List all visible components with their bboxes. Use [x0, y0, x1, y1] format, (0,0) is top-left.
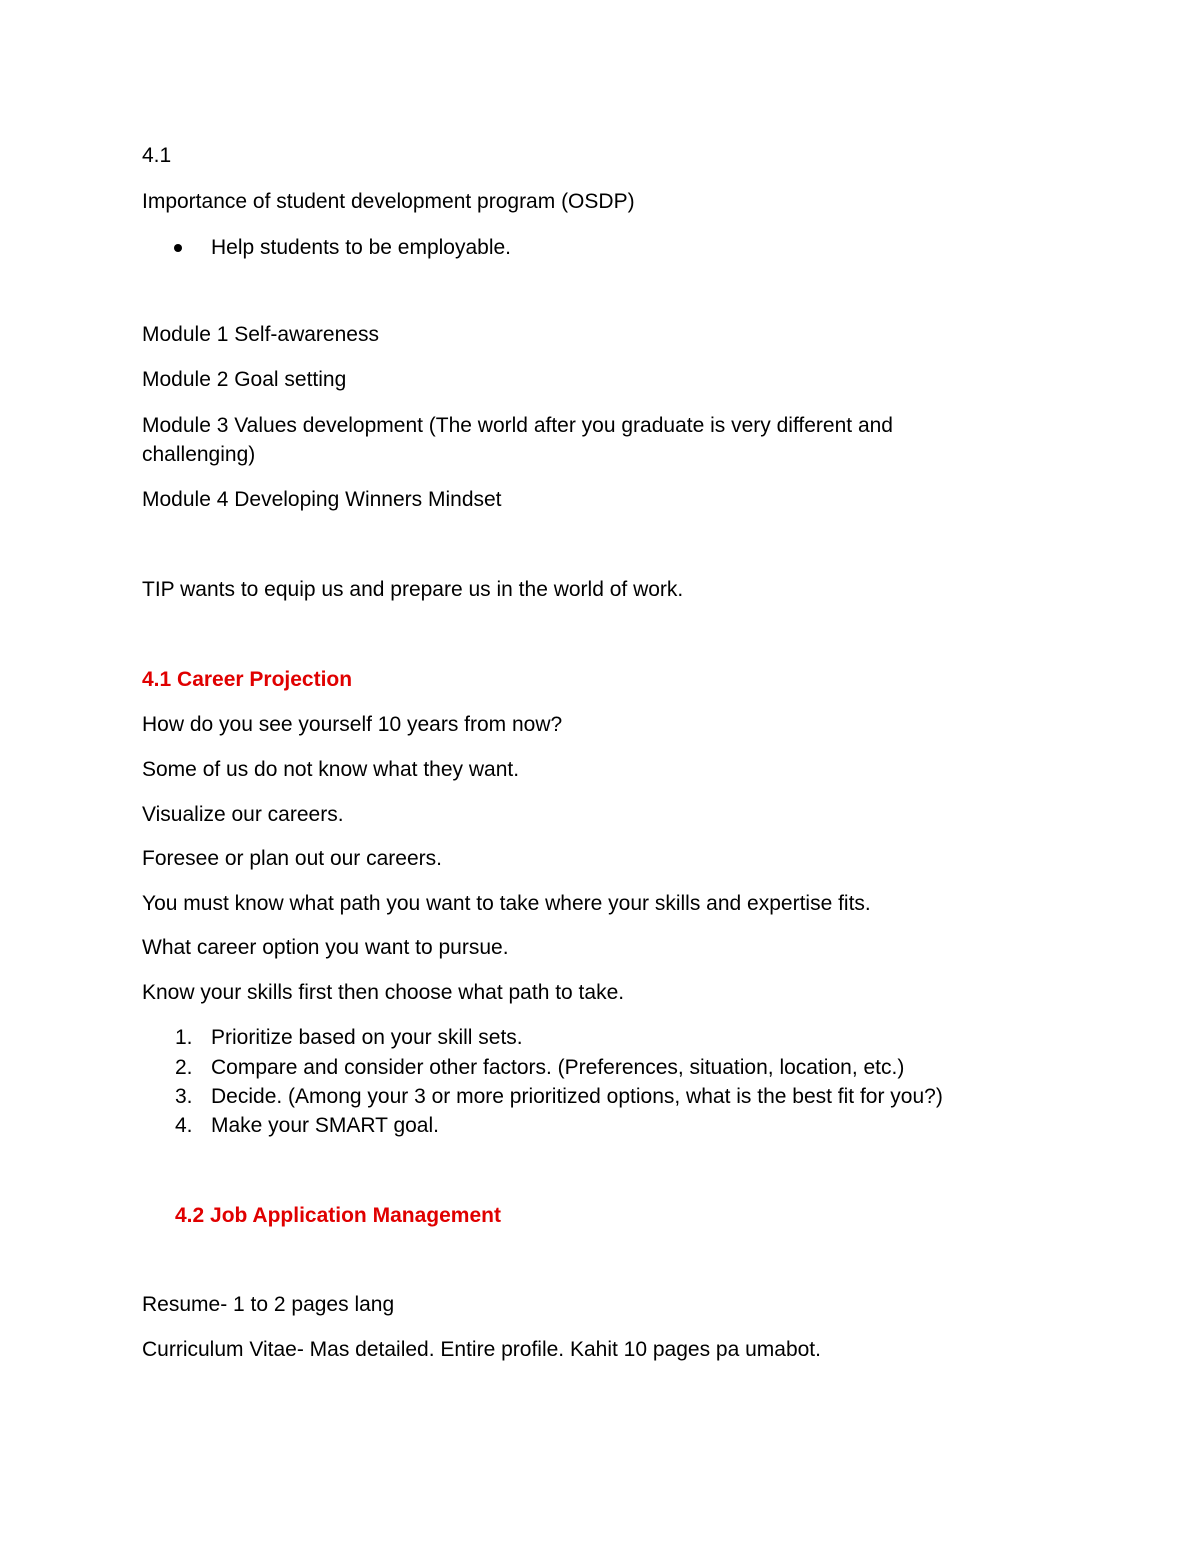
career-line: How do you see yourself 10 years from now?: [142, 713, 563, 736]
career-line: Know your skills first then choose what path to take.: [142, 981, 625, 1004]
list-text: Make your SMART goal.: [211, 1114, 439, 1137]
section-number: 4.1: [142, 144, 172, 167]
cv-line: Curriculum Vitae- Mas detailed. Entire profile. Kahit 10 pages pa umabot.: [142, 1338, 821, 1361]
job-application-heading: 4.2 Job Application Management: [175, 1204, 501, 1227]
tip-statement: TIP wants to equip us and prepare us in the world of work.: [142, 578, 684, 601]
list-number: 2.: [175, 1056, 193, 1079]
module-4: Module 4 Developing Winners Mindset: [142, 488, 502, 511]
list-number: 1.: [175, 1026, 193, 1049]
osdp-title: Importance of student development program (OSDP): [142, 190, 635, 213]
bullet-text: Help students to be employable.: [211, 236, 512, 259]
bullet-icon: [174, 244, 182, 252]
resume-line: Resume- 1 to 2 pages lang: [142, 1293, 395, 1316]
career-line: Visualize our careers.: [142, 803, 344, 826]
list-text: Prioritize based on your skill sets.: [211, 1026, 523, 1049]
list-text: Compare and consider other factors. (Preferences, situation, location, etc.): [211, 1056, 905, 1079]
module-2: Module 2 Goal setting: [142, 368, 347, 391]
list-text: Decide. (Among your 3 or more prioritized options, what is the best fit for you?): [211, 1085, 943, 1108]
career-line: Foresee or plan out our careers.: [142, 847, 442, 870]
module-3: Module 3 Values development (The world after you graduate is very different and challenging): [142, 414, 893, 466]
list-number: 3.: [175, 1085, 193, 1108]
list-number: 4.: [175, 1114, 193, 1137]
module-1: Module 1 Self-awareness: [142, 323, 379, 346]
career-line: You must know what path you want to take where your skills and expertise fits.: [142, 892, 871, 915]
career-line: Some of us do not know what they want.: [142, 758, 520, 781]
career-line: What career option you want to pursue.: [142, 936, 509, 959]
career-projection-heading: 4.1 Career Projection: [142, 668, 353, 691]
